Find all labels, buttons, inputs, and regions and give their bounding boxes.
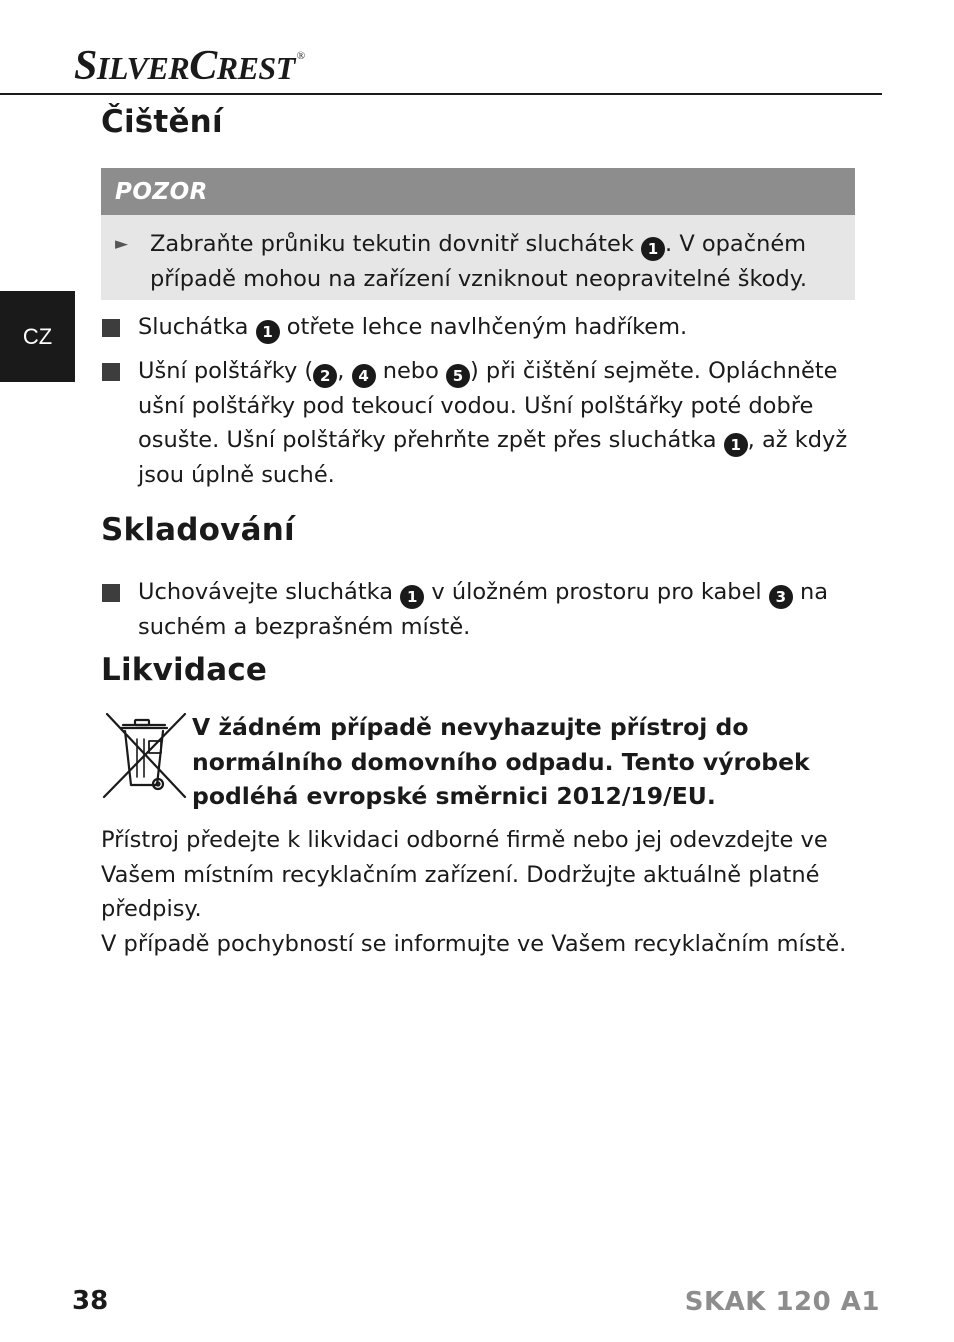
language-tab xyxy=(0,291,75,382)
header-divider xyxy=(0,93,882,95)
disposal-paragraph: Přístroj předejte k likvidaci odborné firmě nebo jej odevzdejte ve Vašem místním recyklačním zařízení. Dodržujte aktuálně platné předpisy. V případě pochybností se informujte ve Vašem recyklačním místě. xyxy=(101,827,847,957)
section-title-cleaning: Čištění xyxy=(101,104,223,140)
ref-number-badge: 5 xyxy=(446,364,470,388)
ref-number-badge: 1 xyxy=(400,585,424,609)
list-item: Ušní polštářky ( 2 , 4 nebo 5 ) při čištění sejměte. Opláchněte ušní polštářky pod tekoucí vodou. Ušní polštářky poté dobře osušte. Ušní polštářky přehrňte zpět přes sluchátka 1 , až když jsou úplně suché. xyxy=(101,354,851,492)
ref-number-badge: 1 xyxy=(641,237,665,261)
square-bullet-icon xyxy=(102,363,120,381)
ref-number-badge: 3 xyxy=(769,585,793,609)
page-number: 38 xyxy=(72,1286,109,1316)
brand-letters: ILVER xyxy=(96,50,190,86)
registered-mark: ® xyxy=(296,50,305,62)
brand-logo xyxy=(74,42,305,89)
language-tab-label: CZ xyxy=(22,323,53,349)
brand-letters: REST xyxy=(216,50,295,86)
section-title-storage: Skladování xyxy=(101,512,295,548)
ref-number-badge: 1 xyxy=(256,320,280,344)
disposal-warning: V žádném případě nevyhazujte přístroj do normálního domovního odpadu. Tento výrobek podléhá evropské směrnici 2012/19/EU. xyxy=(192,713,810,810)
square-bullet-icon xyxy=(102,584,120,602)
caution-box xyxy=(101,168,855,300)
crossed-out-wheelie-bin-icon xyxy=(101,711,189,803)
caution-label: POZOR xyxy=(101,168,855,215)
square-bullet-icon xyxy=(102,319,120,337)
ref-number-badge: 1 xyxy=(724,433,748,457)
brand-letter: S xyxy=(74,43,97,89)
ref-number-badge: 4 xyxy=(352,364,376,388)
ref-number-badge: 2 xyxy=(313,364,337,388)
list-item: Sluchátka 1 otřete lehce navlhčeným hadříkem. xyxy=(101,310,851,345)
list-item: Uchovávejte sluchátka 1 v úložném prostoru pro kabel 3 na suchém a bezprašném místě. xyxy=(101,575,851,644)
model-name: SKAK 120 A1 xyxy=(684,1287,880,1317)
arrow-right-icon: ► xyxy=(115,234,129,254)
brand-letter: C xyxy=(189,43,217,89)
section-title-disposal: Likvidace xyxy=(101,652,268,688)
caution-text: ► Zabraňte průniku tekutin dovnitř sluchátek 1 . V opačném případě mohou na zařízení vzniknout neopravitelné škody. xyxy=(101,215,855,297)
